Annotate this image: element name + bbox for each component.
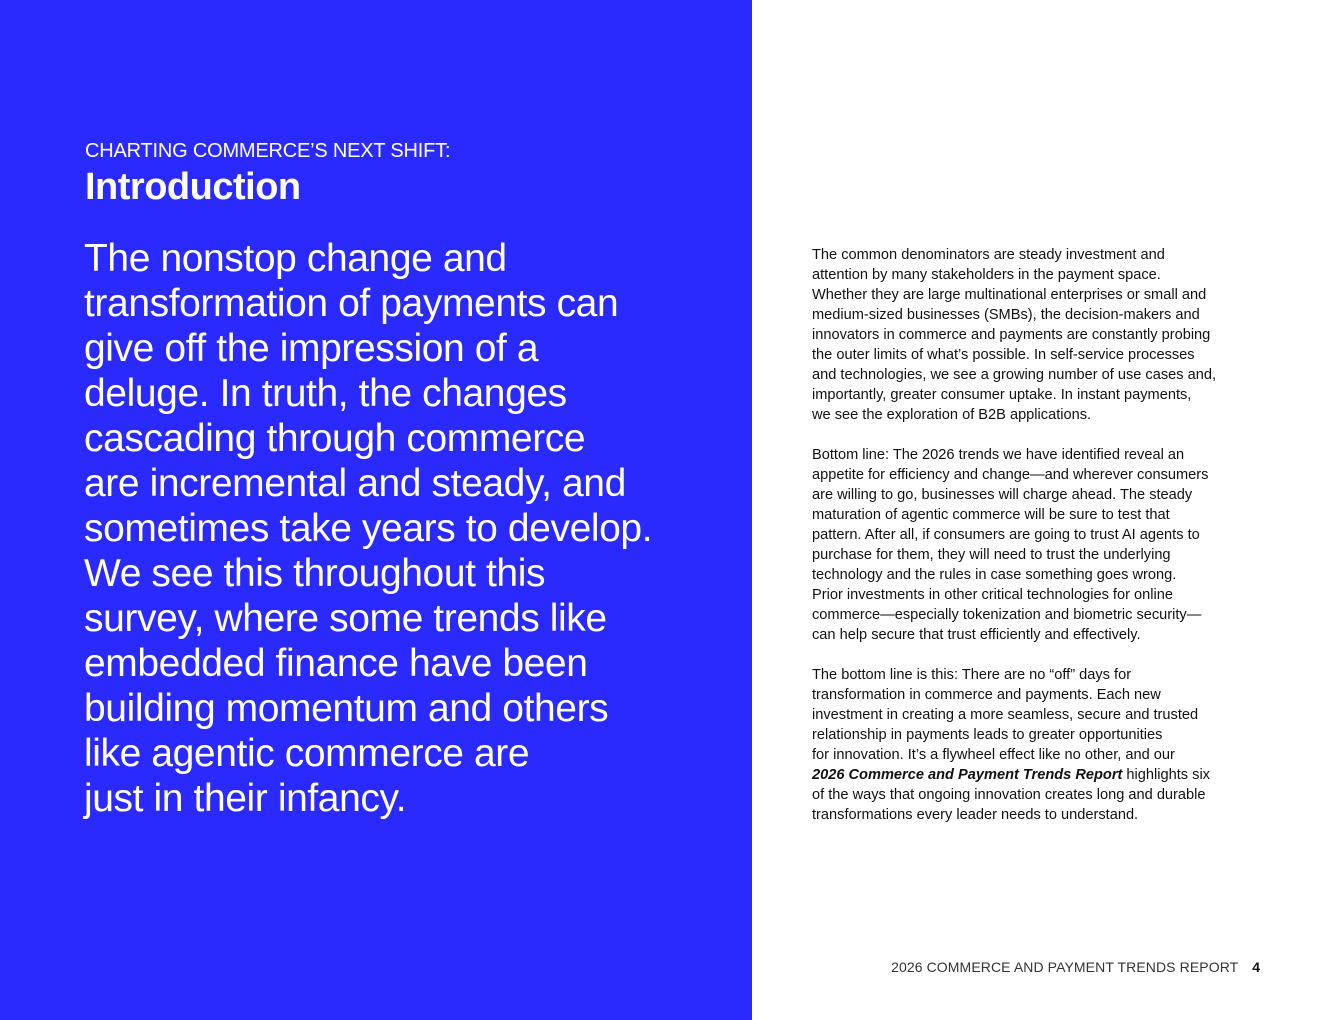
body-line: importantly, greater consumer uptake. In instant payments,	[812, 387, 1192, 403]
body-line: are willing to go, businesses will charge ahead. The steady	[812, 487, 1193, 503]
page-title: Introduction	[85, 166, 301, 208]
lead-line: cascading through commerce	[84, 417, 586, 460]
body-line: of the ways that ongoing innovation creates long and durable	[812, 787, 1206, 803]
body-line: Whether they are large multinational enterprises or small and	[812, 287, 1207, 303]
body-line: can help secure that trust efficiently and effectively.	[812, 627, 1141, 643]
lead-line: like agentic commerce are	[84, 732, 530, 775]
section-eyebrow: CHARTING COMMERCE’S NEXT SHIFT:	[85, 140, 451, 162]
body-line: investment in creating a more seamless, secure and trusted	[812, 707, 1199, 723]
body-line: purchase for them, they will need to trust the underlying	[812, 547, 1171, 563]
body-line: we see the exploration of B2B applications.	[812, 407, 1092, 423]
lead-line: We see this throughout this	[84, 552, 546, 595]
body-paragraph-3	[812, 665, 1282, 825]
body-line: medium-sized businesses (SMBs), the decision-makers and	[812, 307, 1200, 323]
body-paragraph-2	[812, 445, 1282, 645]
body-line: Bottom line: The 2026 trends we have identified reveal an	[812, 447, 1185, 463]
lead-line: deluge. In truth, the changes	[84, 372, 567, 415]
lead-paragraph	[84, 236, 724, 821]
lead-line: transformation of payments can	[84, 282, 619, 325]
body-line: the outer limits of what’s possible. In self-service processes	[812, 347, 1195, 363]
body-line: transformations every leader needs to understand.	[812, 807, 1139, 823]
report-title-emphasis: 2026 Commerce and Payment Trends Report	[812, 767, 1123, 783]
lead-line: are incremental and steady, and	[84, 462, 626, 505]
body-line-fragment: highlights six	[1122, 767, 1210, 783]
footer-report-title: 2026 COMMERCE AND PAYMENT TRENDS REPORT	[891, 959, 1239, 975]
lead-line: embedded finance have been	[84, 642, 588, 685]
body-line: commerce—especially tokenization and biometric security—	[812, 607, 1202, 623]
body-line: transformation in commerce and payments. Each new	[812, 687, 1161, 703]
body-line: for innovation. It’s a flywheel effect like no other, and our	[812, 747, 1175, 763]
body-line: technology and the rules in case something goes wrong.	[812, 567, 1177, 583]
body-paragraph-1	[812, 245, 1282, 425]
body-line: maturation of agentic commerce will be sure to test that	[812, 507, 1170, 523]
lead-line: building momentum and others	[84, 687, 609, 730]
body-column	[812, 245, 1282, 845]
body-line: pattern. After all, if consumers are going to trust AI agents to	[812, 527, 1200, 543]
body-line: attention by many stakeholders in the payment space.	[812, 267, 1161, 283]
lead-line: survey, where some trends like	[84, 597, 607, 640]
body-line: and technologies, we see a growing number of use cases and,	[812, 367, 1217, 383]
lead-line: The nonstop change and	[84, 237, 507, 280]
body-line: The common denominators are steady investment and	[812, 247, 1165, 263]
lead-line: sometimes take years to develop.	[84, 507, 653, 550]
body-line: Prior investments in other critical technologies for online	[812, 587, 1173, 603]
page-number: 4	[1252, 959, 1260, 975]
body-line: relationship in payments leads to greater opportunities	[812, 727, 1163, 743]
page-footer	[891, 959, 1260, 975]
lead-line: just in their infancy.	[84, 777, 407, 820]
body-line: appetite for efficiency and change—and wherever consumers	[812, 467, 1209, 483]
lead-line: give off the impression of a	[84, 327, 539, 370]
body-line: The bottom line is this: There are no “off” days for	[812, 667, 1132, 683]
body-line-with-emphasis	[812, 765, 1282, 785]
body-line: innovators in commerce and payments are constantly probing	[812, 327, 1211, 343]
